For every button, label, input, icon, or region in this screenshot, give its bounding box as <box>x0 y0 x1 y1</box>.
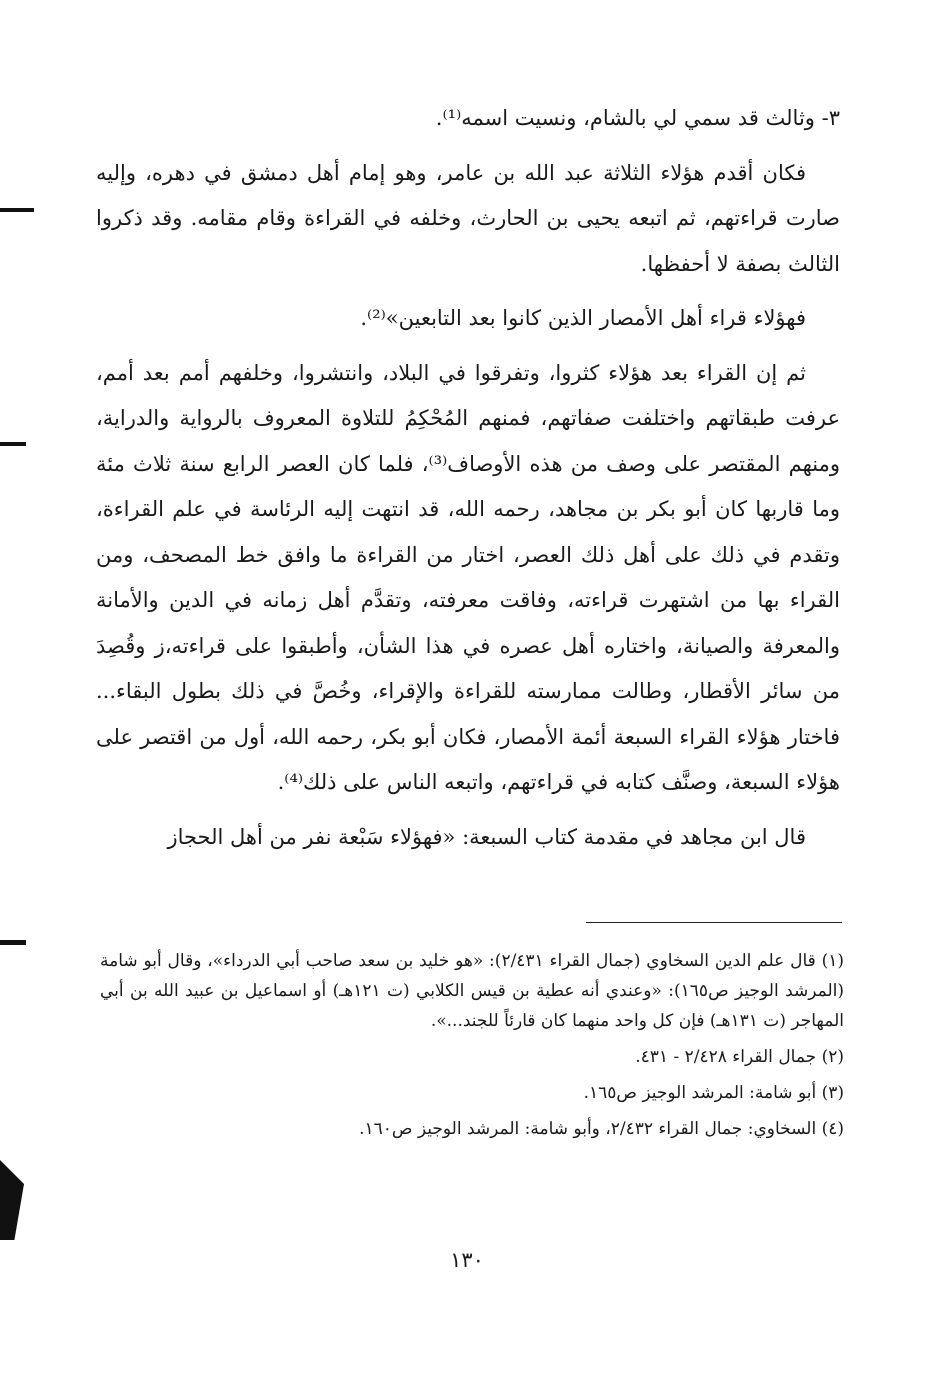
scan-mark-2 <box>0 442 26 446</box>
footnote-1: (١) قال علم الدين السخاوي (جمال القراء ٢/٤٣١): «هو خليد بن سعد صاحب أبي الدرداء»، وقال أبو شامة (المرشد الوجيز ص١٦٥): «وعندي أنه عطية بن قيس الكلابي (ت ١٢١هـ) أو اسماعيل بن عبيد الله بن أبي المهاجر (ت ١٣١هـ) فإن كل واحد منهما كان قارئاً للجند...». <box>100 951 844 1031</box>
footnote-4: (٤) السخاوي: جمال القراء ٢/٤٣٢، وأبو شامة: المرشد الوجيز ص١٦٠. <box>359 1119 844 1139</box>
paragraph-3: فهؤلاء قراء أهل الأمصار الذين كانوا بعد التابعين»⁽²⁾. <box>360 306 806 330</box>
footnote-3: (٣) أبو شامة: المرشد الوجيز ص١٦٥. <box>583 1083 844 1103</box>
scan-mark-3 <box>0 940 26 945</box>
scan-mark-4 <box>0 1160 24 1240</box>
footnote-divider <box>586 922 842 923</box>
footnotes <box>100 946 844 1150</box>
paragraph-2: فكان أقدم هؤلاء الثلاثة عبد الله بن عامر، وهو إمام أهل دمشق في دهره، وإليه صارت قراءتهم، ثم اتبعه يحيى بن الحارث، وخلفه في القراءة وقام مقامه. وقد ذكروا الثالث بصفة لا أحفظها. <box>96 160 840 276</box>
paragraph-4: ثم إن القراء بعد هؤلاء كثروا، وتفرقوا في البلاد، وانتشروا، وخلفهم أمم بعد أمم، عرفت طبقاتهم واختلفت صفاتهم، فمنهم المُحْكِمُ للتلاوة المعروف بالرواية والدراية، ومنهم المقتصر على وصف من هذه الأوصاف⁽³⁾، فلما كان العصر الرابع سنة ثلاث مئة وما قاربها كان أبو بكر بن مجاهد، رحمه الله، قد انتهت إليه الرئاسة في علم القراءة، وتقدم في ذلك على أهل ذلك العصر، اختار من القراءة ما وافق خط المصحف، ومن القراء بها من اشتهرت قراءته، وفاقت معرفته، وتقدَّم أهل زمانه في الدين والأمانة والمعرفة والصيانة، واختاره أهل عصره في هذا الشأن، وأطبقوا على قراءته،ز وقُصِدَ من سائر الأقطار، وطالت ممارسته للقراءة والإقراء، وخُصَّ في ذلك بطول البقاء... فاختار هؤلاء القراء السبعة أئمة الأمصار، فكان أبو بكر، رحمه الله، أول من اقتصر على هؤلاء السبعة، وصنَّف كتابه في قراءتهم، واتبعه الناس على ذلك⁽⁴⁾. <box>96 360 840 794</box>
paragraph-5: قال ابن مجاهد في مقدمة كتاب السبعة: «فهؤلاء سَبْعة نفر من أهل الحجاز <box>167 824 806 849</box>
footnote-2: (٢) جمال القراء ٢/٤٢٨ - ٤٣١. <box>635 1047 844 1067</box>
scan-mark-1 <box>0 208 34 212</box>
page-number: ١٣٠ <box>450 1248 484 1272</box>
main-text <box>96 96 840 869</box>
paragraph-1: ٣- وثالث قد سمي لي بالشام، ونسيت اسمه⁽¹⁾. <box>435 106 840 130</box>
